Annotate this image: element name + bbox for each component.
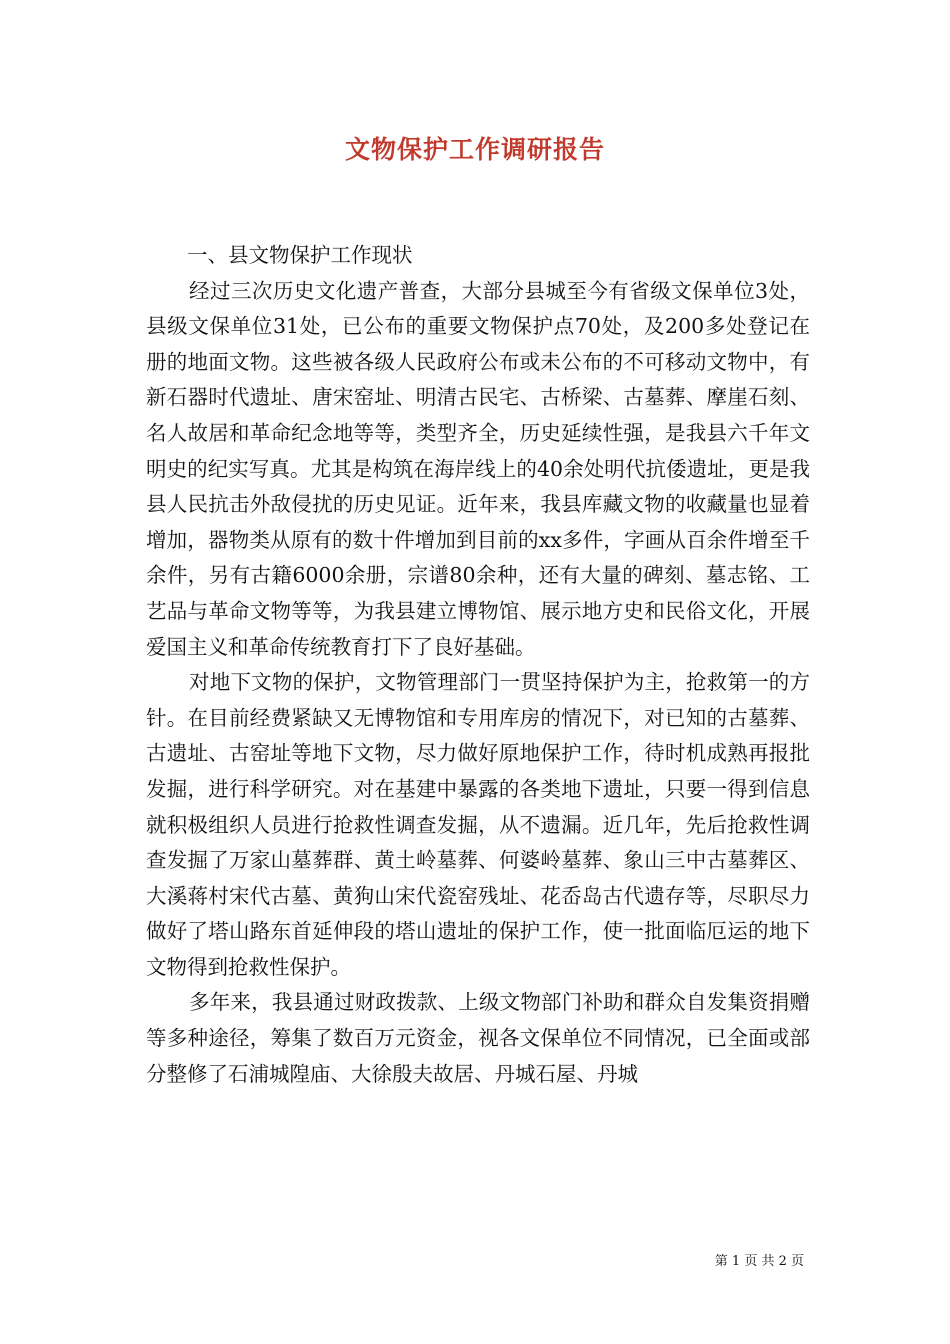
paragraph-2: 对地下文物的保护，文物管理部门一贯坚持保护为主，抢救第一的方针。在目前经费紧缺又无博物馆和专用库房的情况下，对已知的古墓葬、古遗址、古窑址等地下文物，尽力做好原地保护工作，待时机成熟再报批发掘，进行科学研究。对在基建中暴露的各类地下遗址，只要一得到信息就积极组织人员进行抢救性调查发掘，从不遗漏。近几年，先后抢救性调查发掘了万家山墓葬群、黄土岭墓葬、何婆岭墓葬、象山三中古墓葬区、大溪蒋村宋代古墓、黄狗山宋代瓷窑残址、花岙岛古代遗存等，尽职尽力做好了塔山路东首延伸段的塔山遗址的保护工作，使一批面临厄运的地下文物得到抢救性保护。 <box>146 670 810 979</box>
page-footer: 第 1 页 共 2 页 <box>714 1254 804 1269</box>
section-heading: 一、县文物保护工作现状 <box>187 243 413 267</box>
document-body <box>146 238 810 1092</box>
document-title: 文物保护工作调研报告 <box>344 135 605 164</box>
paragraph-1: 经过三次历史文化遗产普查，大部分县城至今有省级文保单位3处，县级文保单位31处，已公布的重要文物保护点70处，及200多处登记在册的地面文物。这些被各级人民政府公布或未公布的不可移动文物中，有新石器时代遗址、唐宋窑址、明清古民宅、古桥梁、古墓葬、摩崖石刻、名人故居和革命纪念地等等，类型齐全，历史延续性强，是我县六千年文明史的纪实写真。尤其是构筑在海岸线上的40余处明代抗倭遗址，更是我县人民抗击外敌侵扰的历史见证。近年来，我县库藏文物的收藏量也显着增加，器物类从原有的数十件增加到目前的xx多件，字画从百余件增至千余件，另有古籍6000余册，宗谱80余种，还有大量的碑刻、墓志铭、工艺品与革命文物等等，为我县建立博物馆、展示地方史和民俗文化，开展爱国主义和革命传统教育打下了良好基础。 <box>146 278 810 659</box>
paragraph-3: 多年来，我县通过财政拨款、上级文物部门补助和群众自发集资捐赠等多种途径，筹集了数百万元资金，视各文保单位不同情况，已全面或部分整修了石浦城隍庙、大徐殷夫故居、丹城石屋、丹城 <box>146 990 810 1086</box>
